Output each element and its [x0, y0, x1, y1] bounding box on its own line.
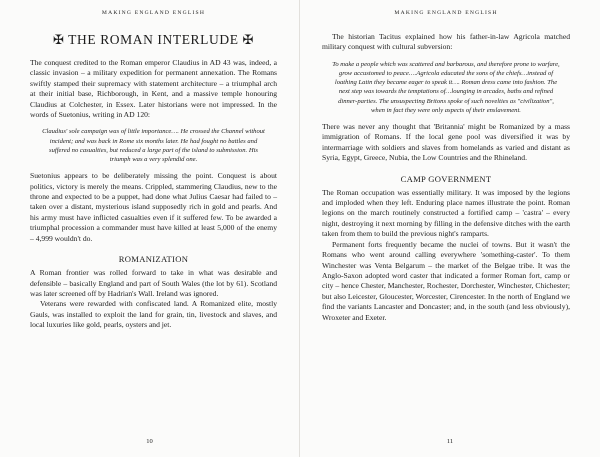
chapter-title-text: THE ROMAN INTERLUDE: [68, 32, 239, 47]
paragraph: The conquest credited to the Roman emperor Claudius in AD 43 was, indeed, a classic invasion – a military expedition for permanent annexation. The Romans swiftly stamped their supremacy with statement architecture – a triumphal arch at their initial base, Richborough, in Kent, and a massive temple honouring Claudius at Colchester, in Essex. Later historians were not impressed. In the words of Suetonius, writing in AD 120:: [30, 58, 277, 120]
cross-ornament-icon: ✠: [242, 32, 255, 47]
page-number: 10: [146, 438, 153, 445]
cross-ornament-icon: ✠: [52, 32, 65, 47]
paragraph: There was never any thought that 'Britannia' might be Romanized by a mass immigration of Romans. If the local gene pool was diversified it was by intermarriage with soldiers and slaves from homelands as varied and distant as Syria, Egypt, Greece, Nubia, the Low Countries and the Rhineland.: [322, 122, 570, 163]
block-quote: Claudius' sole campaign was of little importance…. He crossed the Channel without incident; and was back in Rome six months later. He had fought no battles and suffered no casualties, but reduced a large part of the island to submission. His triumph was a very splendid one.: [42, 128, 265, 164]
paragraph: The Roman occupation was essentially military. It was imposed by the legions and imploded when they left. Enduring place names illustrate the point. Roman legions on the march routinely constructed a fortified camp – 'castra' – every night, destroying it next morning by filling in the defensive ditches with the earth taken from them to build the previous night's ramparts.: [322, 187, 570, 239]
block-quote: To make a people which was scattered and barbarous, and therefore prone to warfare, grow accustomed to peace….Agricola educated the sons of the chiefs…instead of loathing Latin they became eager to speak it…. Roman dress came into fashion. The next step was towards the temptations of…lounging in arcades, baths and refined dinner-parties. The unsuspecting Britons spoke of such novelties as "civilization", when in fact they were only aspects of their enslavement.: [332, 60, 560, 114]
paragraph: Suetonius appears to be deliberately missing the point. Conquest is about politics, victory is merely the means. Crippled, stammering Claudius, new to the throne and expected to be a puppet, had done what Julius Caesar had failed to – taken over a distant, mysterious island supposedly rich in gold and pearls. And his army must have inflicted casualties even if it suffered few. To be awarded a triumphal procession a commander must have killed at least 5,000 of the enemy – 4,999 wouldn't do.: [30, 171, 277, 243]
running-head: MAKING ENGLAND ENGLISH: [101, 10, 206, 16]
paragraph: The historian Tacitus explained how his father-in-law Agricola matched military conquest with cultural subversion:: [322, 32, 570, 52]
paragraph: Veterans were rewarded with confiscated land. A Romanized elite, mostly Gauls, was installed to exploit the land for grain, tin, livestock and slaves, and local luxuries like gold, pearls, oysters and jet.: [30, 299, 277, 330]
right-page: [300, 0, 600, 457]
chapter-title: [30, 32, 277, 48]
running-head: MAKING ENGLAND ENGLISH: [394, 10, 498, 16]
page-number: 11: [446, 438, 454, 445]
paragraph: A Roman frontier was rolled forward to take in what was desirable and defensible – basically England and part of South Wales (the lot by 61). Scotland was later screened off by Hadrian's Wall. Ireland was ignored.: [30, 268, 277, 298]
section-heading: ROMANIZATION: [118, 254, 189, 265]
paragraph: Permanent forts frequently became the nuclei of towns. But it wasn't the Romans who went around calling everywhere 'something-caster'. To them Winchester was Venta Belgarum – the market of the Belgae tribe. It was the Anglo-Saxon adopted word caster that indicated a former Roman fort, camp or city – hence Chester, Manchester, Rochester, Dorchester, Winchester, Chichester; but also Leicester, Gloucester, Worcester, Cirencester. In the north of England we find the variants Lancaster and Doncaster; and, in the south (and less obviously), Wroxeter and Exeter.: [322, 239, 570, 322]
section-heading: CAMP GOVERNMENT: [400, 173, 492, 184]
